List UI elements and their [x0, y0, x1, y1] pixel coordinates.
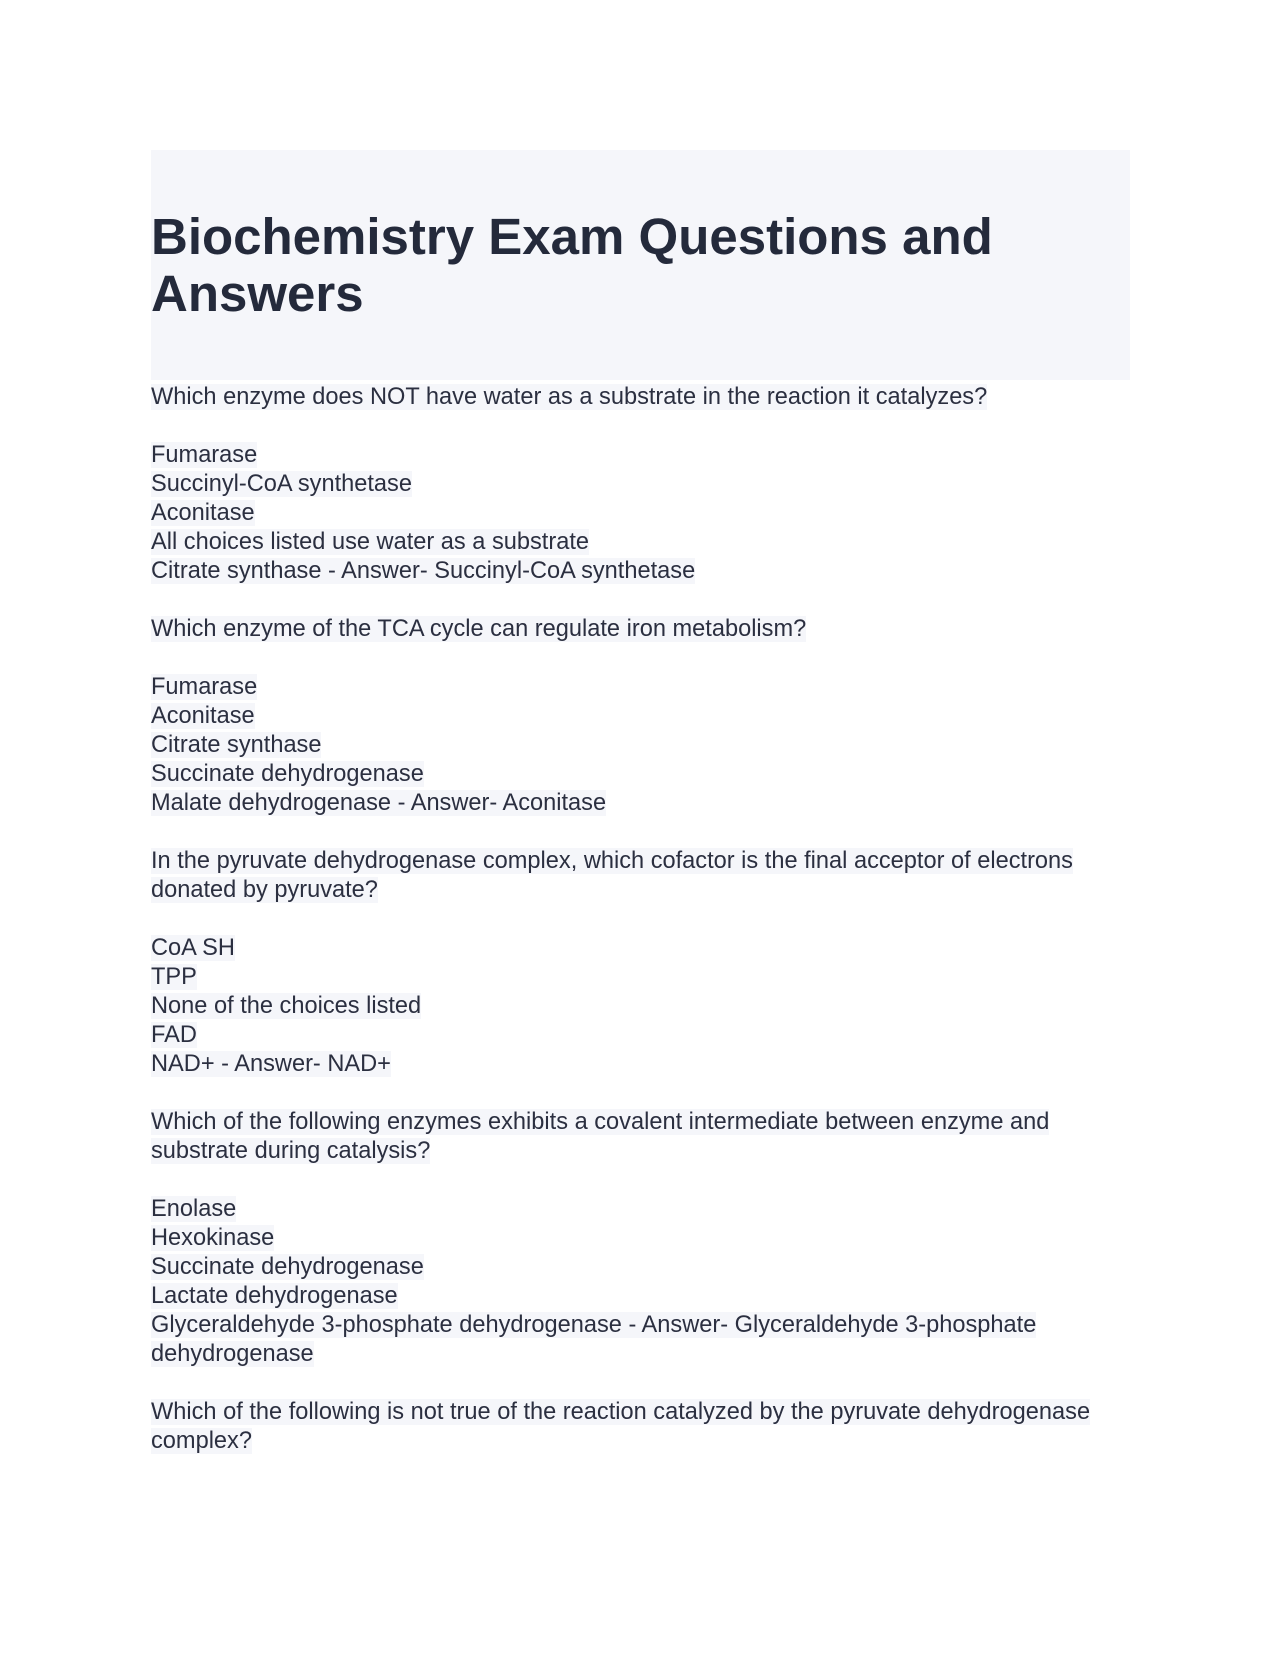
answer-option: Succinate dehydrogenase — [151, 761, 424, 787]
answer-option: Succinate dehydrogenase — [151, 1254, 424, 1280]
answer-option: Citrate synthase - Answer- Succinyl-CoA synthetase — [151, 558, 696, 584]
document-page — [151, 150, 1130, 1485]
answer-option: Aconitase — [151, 703, 255, 729]
answer-options — [151, 934, 1130, 1079]
question-text: Which of the following is not true of the reaction catalyzed by the pyruvate dehydrogenase complex? — [151, 1399, 1091, 1454]
answer-option: All choices listed use water as a substrate — [151, 529, 590, 555]
question-block — [151, 1398, 1130, 1456]
answer-option: CoA SH — [151, 935, 235, 961]
answer-option: None of the choices listed — [151, 993, 422, 1019]
question-list — [151, 383, 1130, 1456]
answer-option: Citrate synthase — [151, 732, 322, 758]
answer-option: TPP — [151, 964, 197, 990]
answer-option: Fumarase — [151, 674, 258, 700]
answer-options — [151, 441, 1130, 586]
answer-option: Lactate dehydrogenase — [151, 1283, 398, 1309]
answer-options — [151, 673, 1130, 818]
question-text: Which enzyme of the TCA cycle can regulate iron metabolism? — [151, 616, 807, 642]
title-banner — [151, 150, 1130, 380]
question-block — [151, 1108, 1130, 1369]
question-text: In the pyruvate dehydrogenase complex, which cofactor is the final acceptor of electrons donated by pyruvate? — [151, 848, 1073, 903]
answer-option: NAD+ - Answer- NAD+ — [151, 1051, 391, 1077]
document-title: Biochemistry Exam Questions and Answers — [151, 208, 993, 322]
question-block — [151, 847, 1130, 1079]
answer-options — [151, 1195, 1130, 1369]
question-block — [151, 615, 1130, 818]
answer-option: Glyceraldehyde 3-phosphate dehydrogenase - Answer- Glyceraldehyde 3-phosphate dehydrogenase — [151, 1312, 1037, 1367]
answer-option: Fumarase — [151, 442, 258, 468]
answer-option: Enolase — [151, 1196, 237, 1222]
answer-option: Malate dehydrogenase - Answer- Aconitase — [151, 790, 607, 816]
question-text: Which of the following enzymes exhibits a covalent intermediate between enzyme and substrate during catalysis? — [151, 1109, 1050, 1164]
question-block — [151, 383, 1130, 586]
question-text: Which enzyme does NOT have water as a substrate in the reaction it catalyzes? — [151, 384, 988, 410]
answer-option: Aconitase — [151, 500, 255, 526]
answer-option: Succinyl-CoA synthetase — [151, 471, 412, 497]
answer-option: FAD — [151, 1022, 197, 1048]
answer-option: Hexokinase — [151, 1225, 275, 1251]
